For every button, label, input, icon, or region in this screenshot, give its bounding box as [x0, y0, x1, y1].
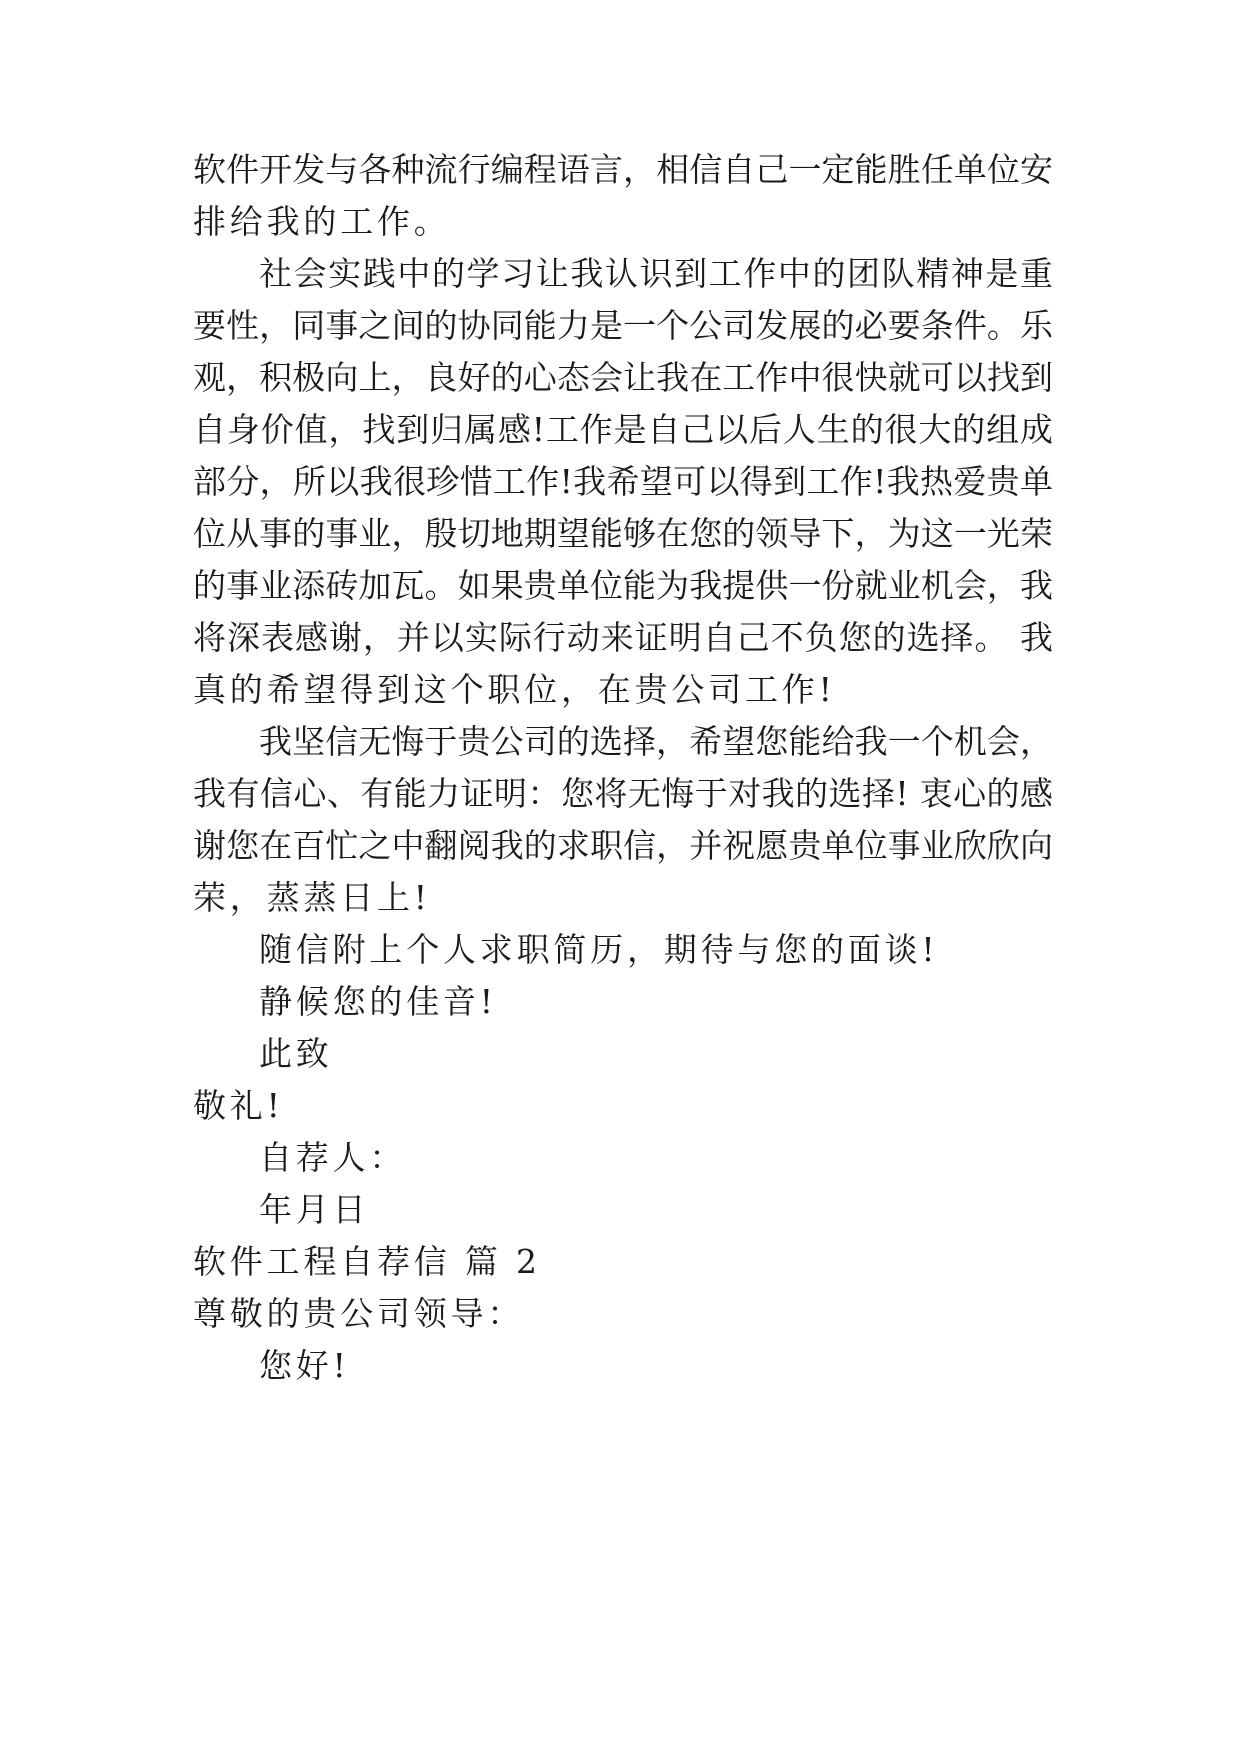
- body-line: 我有信心、有能力证明：您将无悔于对我的选择! 衷心的感: [193, 774, 1053, 813]
- salutation-line: 此致: [259, 1034, 333, 1073]
- signature-line: 自荐人：: [259, 1138, 407, 1177]
- body-line: 的事业添砖加瓦。如果贵单位能为我提供一份就业机会，我: [193, 566, 1053, 605]
- date-line: 年月日: [259, 1190, 370, 1229]
- closing-line: 随信附上个人求职简历，期待与您的面谈!: [259, 930, 939, 969]
- body-line: 软件开发与各种流行编程语言，相信自己一定能胜任单位安: [193, 150, 1053, 189]
- body-line: 荣，蒸蒸日上!: [193, 878, 431, 917]
- body-line: 谢您在百忙之中翻阅我的求职信，并祝愿贵单位事业欣欣向: [193, 826, 1053, 865]
- body-line: 部分，所以我很珍惜工作!我希望可以得到工作!我热爱贵单: [193, 462, 1053, 501]
- body-line: 观，积极向上，良好的心态会让我在工作中很快就可以找到: [193, 358, 1053, 397]
- section-heading: 软件工程自荐信 篇 2: [193, 1242, 541, 1281]
- paragraph-start-line: 社会实践中的学习让我认识到工作中的团队精神是重: [259, 254, 1053, 293]
- body-line: 位从事的事业，殷切地期望能够在您的领导下，为这一光荣: [193, 514, 1053, 553]
- body-line: 真的希望得到这个职位，在贵公司工作!: [193, 670, 836, 709]
- body-line: 将深表感谢，并以实际行动来证明自己不负您的选择。 我: [193, 618, 1053, 657]
- closing-line: 静候您的佳音!: [259, 982, 497, 1021]
- greeting-line: 尊敬的贵公司领导：: [193, 1294, 525, 1333]
- paragraph-start-line: 我坚信无悔于贵公司的选择，希望您能给我一个机会，: [259, 722, 1053, 761]
- body-line: 自身价值，找到归属感!工作是自己以后人生的很大的组成: [193, 410, 1053, 449]
- body-line: 要性，同事之间的协同能力是一个公司发展的必要条件。乐: [193, 306, 1053, 345]
- body-line: 排给我的工作。: [193, 202, 451, 241]
- salutation-line: 敬礼!: [193, 1086, 284, 1125]
- greeting-line: 您好!: [259, 1346, 350, 1385]
